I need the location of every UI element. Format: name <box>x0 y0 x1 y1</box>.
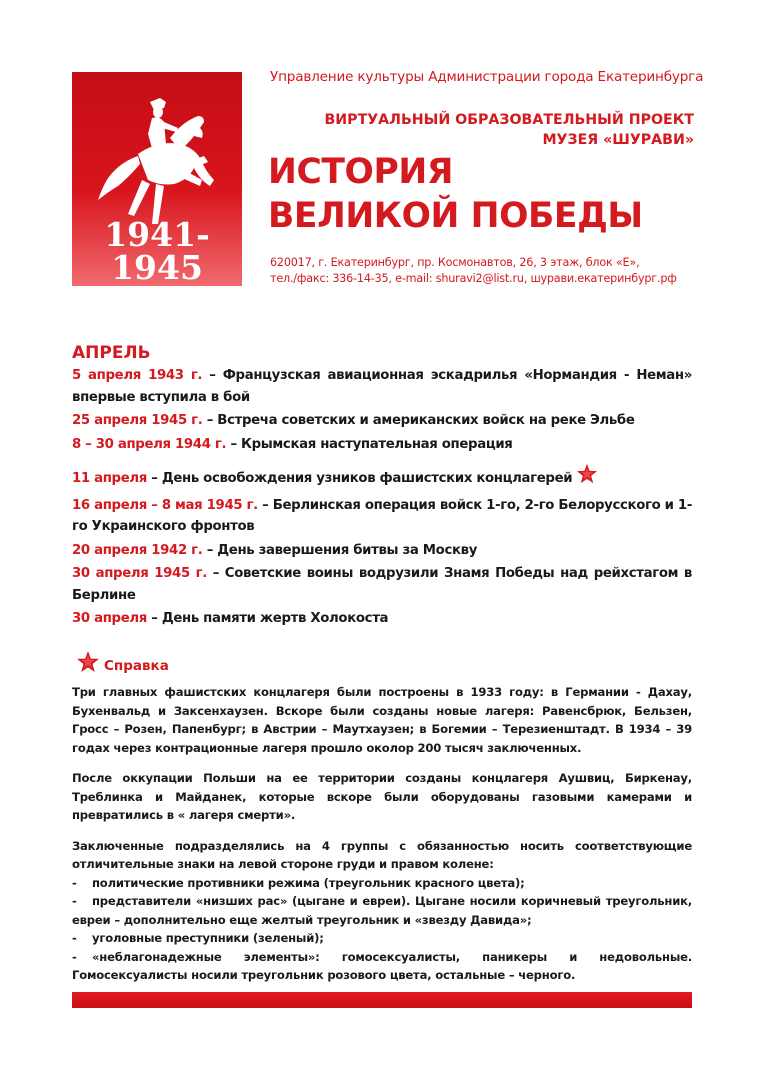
event-text: – День завершения битвы за Москву <box>202 542 478 558</box>
list-dash: - <box>72 931 77 945</box>
list-item-text: уголовные преступники (зеленый); <box>92 931 324 945</box>
contact-address <box>270 255 677 287</box>
project-name <box>254 110 694 150</box>
reference-heading-text: Справка <box>104 658 169 674</box>
event-item <box>72 608 692 630</box>
project-line-2: МУЗЕЯ «ШУРАВИ» <box>542 132 694 148</box>
list-item-text: политические противники режима (треугольник красного цвета); <box>92 875 525 890</box>
address-line-1: 620017, г. Екатеринбург, пр. Космонавтов, 26, 3 этаж, блок «Е», <box>270 256 640 269</box>
event-date: 30 апреля <box>72 611 147 626</box>
events-list <box>72 365 692 632</box>
reference-heading <box>76 650 169 674</box>
event-date: 20 апреля 1942 г. <box>72 542 203 558</box>
event-item <box>72 434 692 456</box>
museum-logo <box>72 72 242 286</box>
logo-years: 1941-1945 <box>104 215 210 286</box>
list-dash: - <box>72 875 77 890</box>
event-item <box>72 495 692 538</box>
page-title <box>268 150 643 238</box>
event-item <box>72 540 692 562</box>
reference-body <box>72 683 692 985</box>
month-heading: АПРЕЛЬ <box>72 343 151 363</box>
list-item <box>72 948 692 985</box>
event-text: – День памяти жертв Холокоста <box>146 611 389 626</box>
project-line-1: ВИРТУАЛЬНЫЙ ОБРАЗОВАТЕЛЬНЫЙ ПРОЕКТ <box>324 112 694 128</box>
list-dash: - <box>72 949 77 964</box>
organization-name: Управление культуры Администрации города Екатеринбурга <box>270 69 704 85</box>
title-line-1: ИСТОРИЯ <box>268 152 453 192</box>
footer-bar <box>72 992 692 1008</box>
event-text: – Советские воины водрузили Знамя Победы над рейхстагом в Берлине <box>72 566 692 603</box>
event-item <box>72 563 692 606</box>
reference-paragraph: После оккупации Польши на ее территории созданы концлагеря Аушвиц, Биркенау, Треблинка и Майданек, которые вскоре были оборудованы газовыми камерами и превратились в « лагеря смерти». <box>72 771 692 822</box>
event-item <box>72 365 692 408</box>
event-text: – Встреча советских и американских войск на реке Эльбе <box>202 413 635 428</box>
event-text: – День освобождения узников фашистских концлагерей <box>146 471 573 486</box>
red-star-icon <box>576 463 598 493</box>
list-item <box>72 892 692 929</box>
reference-paragraph: Три главных фашистских концлагеря были построены в 1933 году: в Германии - Дахау, Бухенвальд и Заксенхаузен. Вскоре были созданы новые лагеря: Равенсбрюк, Бельзен, Гросс – Розен, Папенбург; в Австрии – Маутхаузен; в Богемии – Терезиенштадт. В 1934 – 39 годах через контрационные лагеря прошло околор 200 тысяч заключенных. <box>72 685 692 755</box>
event-text: – Французская авиационная эскадрилья «Нормандия - Неман» впервые вступила в бой <box>72 368 692 405</box>
reference-paragraph: Заключенные подразделялись на 4 группы с обязанностью носить соответствующие отличительные знаки на левой стороне груди и правом колене: <box>72 838 692 871</box>
event-text: – Крымская наступательная операция <box>226 436 513 452</box>
address-line-2: тел./факс: 336-14-35, e-mail: shuravi2@list.ru, шурави.екатеринбург.рф <box>270 272 677 285</box>
list-dash: - <box>72 894 77 908</box>
event-date: 8 – 30 апреля 1944 г. <box>72 436 227 452</box>
event-date: 30 апреля 1945 г. <box>72 566 207 581</box>
event-date: 25 апреля 1945 г. <box>72 413 203 428</box>
list-item <box>72 874 692 893</box>
list-item-text: «неблагонадежные элементы»: гомосексуалисты, паникеры и недовольные. Гомосексуалисты носили треугольник розового цвета, остальные – черного. <box>72 949 692 982</box>
event-date: 11 апреля <box>72 471 147 486</box>
list-item <box>72 929 692 948</box>
red-star-icon <box>76 650 100 674</box>
event-date: 16 апреля – 8 мая 1945 г. <box>72 497 258 513</box>
title-line-2: ВЕЛИКОЙ ПОБЕДЫ <box>268 196 643 236</box>
event-item <box>72 410 692 432</box>
event-item <box>72 463 692 493</box>
list-item-text: представители «низших рас» (цыгане и евреи). Цыгане носили коричневый треугольник, евреи – дополнительно еще желтый треугольник и «звезду Давида»; <box>72 894 692 927</box>
event-date: 5 апреля 1943 г. <box>72 368 203 383</box>
event-text: – Берлинская операция войск 1-го, 2-го Белорусского и 1-го Украинского фронтов <box>72 497 692 534</box>
